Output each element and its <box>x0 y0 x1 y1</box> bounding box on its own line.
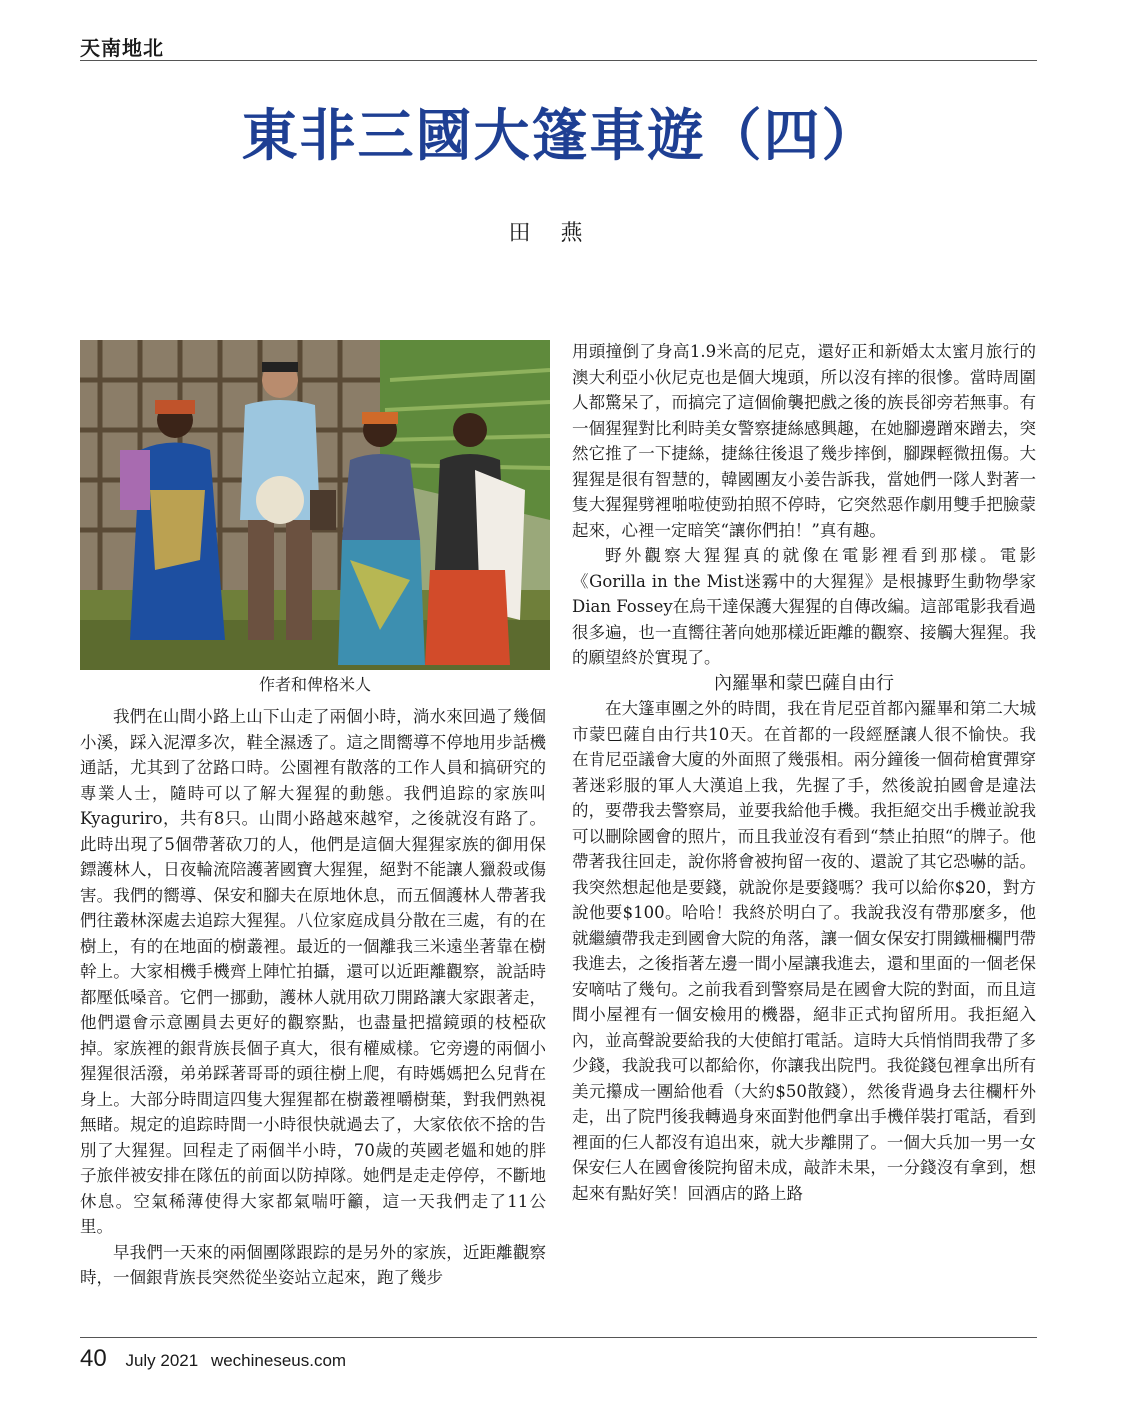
page-number: 40 <box>80 1345 107 1372</box>
paragraph: 野外觀察大猩猩真的就像在電影裡看到那樣。電影《Gorilla in the Mist迷霧中的大猩猩》是根據野生動物學家Dian Fossey在烏干達保護大猩猩的自傳改編。這部電影我看過很多遍，也一直嚮往著向她那樣近距離的觀察、接觸大猩猩。我的願望終於實現了。 <box>572 546 1036 667</box>
article-author: 田燕 <box>508 221 613 246</box>
photo-caption: 作者和俾格米人 <box>258 675 371 694</box>
paragraph: 早我們一天來的兩個團隊跟踪的是另外的家族，近距離觀察時，一個銀背族長突然從坐姿站立起來，跑了幾步 <box>80 1242 546 1287</box>
section-label: 天南地北 <box>80 36 164 60</box>
paragraph: 我們在山間小路上山下山走了兩個小時，淌水來回過了幾個小溪，踩入泥潭多次，鞋全濕透了。這之間嚮導不停地用步話機通話，尤其到了岔路口時。公園裡有散落的工作人員和搞研究的專業人士，隨時可以了解大猩猩的動態。我們追踪的家族叫Kyaguriro，共有8只。山間小路越來越窄，之後就沒有路了。此時出現了5個帶著砍刀的人，他們是這個大猩猩家族的御用保鏢護林人，日夜輪流陪護著國寶大猩猩，絕對不能讓人獵殺或傷害。我們的嚮導、保安和腳夫在原地休息，而五個護林人帶著我們往叢林深處去追踪大猩猩。八位家庭成員分散在三處，有的在樹上，有的在地面的樹叢裡。最近的一個離我三米遠坐著靠在樹幹上。大家相機手機齊上陣忙拍攝，還可以近距離觀察，說話時都壓低嗓音。它們一挪動，護林人就用砍刀開路讓大家跟著走，他們還會示意團員去更好的觀察點，也盡量把擋鏡頭的枝椏砍掉。家族裡的銀背族長個子真大，很有權威樣。它旁邊的兩個小猩猩很活潑，弟弟踩著哥哥的頭往樹上爬，有時媽媽把么兒背在身上。大部分時間這四隻大猩猩都在樹叢裡嚼樹葉，對我們熟視無睹。規定的追踪時間一小時很快就過去了，大家依依不捨的告別了大猩猩。回程走了兩個半小時，70歲的英國老媼和她的胖子旅伴被安排在隊伍的前面以防掉隊。她們是走走停停，不斷地休息。空氣稀薄使得大家都氣喘吁籲，這一天我們走了11公里。 <box>80 707 546 1236</box>
right-column <box>572 339 1036 1206</box>
section-subheading: 內羅畢和蒙巴薩自由行 <box>714 672 894 694</box>
header-rule <box>80 60 1037 61</box>
article-photo <box>80 340 550 670</box>
article-title: 東非三國大篷車遊（四） <box>241 104 880 169</box>
photo-illustration <box>80 340 550 670</box>
paragraph: 在大篷車團之外的時間，我在肯尼亞首都內羅畢和第二大城市蒙巴薩自由行共10天。在首都的一段經歷讓人很不愉快。我在肯尼亞議會大廈的外面照了幾張相。兩分鐘後一個荷槍實彈穿著迷彩服的軍人大漢追上我，先握了手，然後說拍國會是違法的，要帶我去警察局，並要我給他手機。我拒絕交出手機並說我可以刪除國會的照片，而且我並沒有看到“禁止拍照“的牌子。他帶著我往回走，說你將會被拘留一夜的、還說了其它恐嚇的話。我突然想起他是要錢，就說你是要錢嗎？我可以給你$20，對方說他要$100。哈哈！我終於明白了。我說我沒有帶那麼多，他就繼續帶我走到國會大院的角落，讓一個女保安打開鐵柵欄門帶我進去，之後指著左邊一間小屋讓我進去，還和里面的一個老保安嘀咕了幾句。之前我看到警察局是在國會大院的對面，而且這間小屋裡有一個安檢用的機器，絕非正式拘留所用。我拒絕入內，並高聲說要給我的大使館打電話。這時大兵悄悄問我帶了多少錢，我說我可以都給你，你讓我出院門。我從錢包裡拿出所有美元攥成一團給他看（大約$50散錢），然後背過身去往欄杆外走，出了院門後我轉過身來面對他們拿出手機佯裝打電話，看到裡面的仨人都沒有追出來，就大步離開了。一個大兵加一男一女保安仨人在國會後院拘留未成，敲詐未果，一分錢沒有拿到，想起來有點好笑！回酒店的路上路 <box>572 699 1036 1203</box>
left-column <box>80 704 546 1291</box>
website-link[interactable]: wechineseus.com <box>210 1351 347 1370</box>
page-footer <box>80 1345 354 1373</box>
footer-rule <box>80 1337 1037 1338</box>
issue-date: July 2021 <box>125 1351 199 1370</box>
paragraph: 用頭撞倒了身高1.9米高的尼克，還好正和新婚太太蜜月旅行的澳大利亞小伙尼克也是個大塊頭，所以沒有摔的很慘。當時周圍人都驚呆了，而搞完了這個偷襲把戲之後的族長卻旁若無事。有一個猩猩對比利時美女警察捷絲感興趣，在她腳邊蹭來蹭去，突然它推了一下捷絲，捷絲往後退了幾步摔倒，腳踝輕微扭傷。大猩猩是很有智慧的，韓國團友小姜告訴我，當她們一隊人對著一隻大猩猩劈裡啪啦使勁拍照不停時，它突然惡作劇用雙手把臉蒙起來，心裡一定暗笑“讓你們拍！”真有趣。 <box>572 342 1036 540</box>
